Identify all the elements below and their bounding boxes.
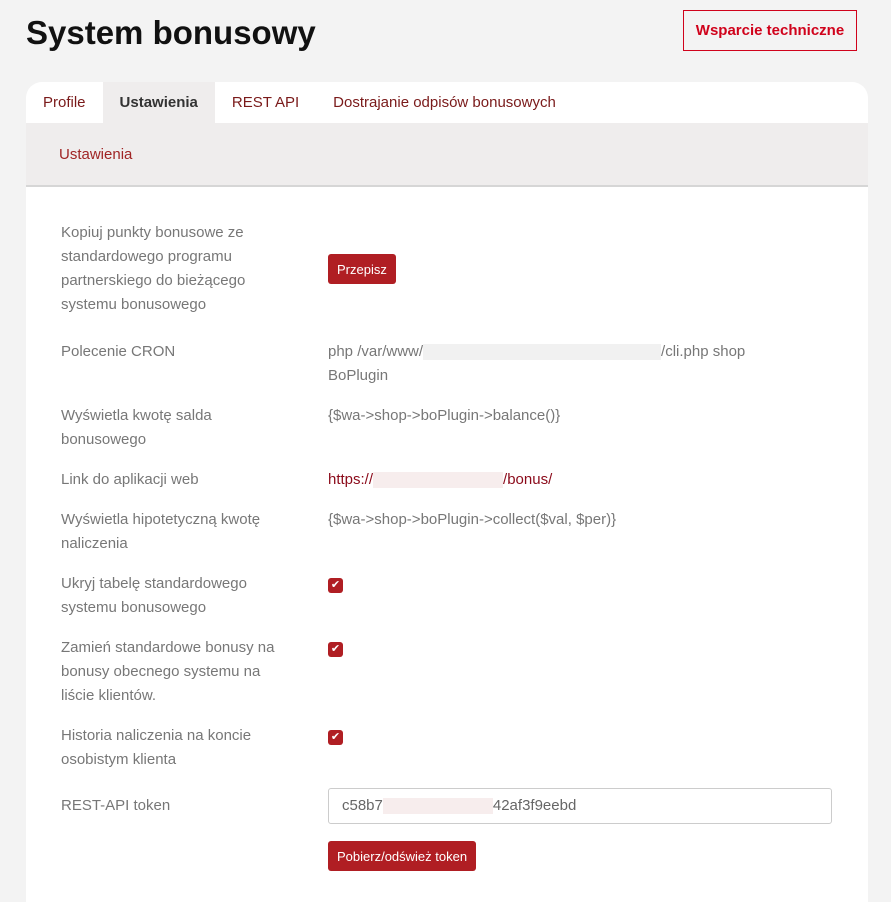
tab-rest-api[interactable]: REST API: [231, 94, 300, 111]
history-checkbox[interactable]: ✔: [328, 730, 343, 745]
history-label: Historia naliczenia na koncie osobistym klienta: [61, 727, 252, 768]
token-input[interactable]: c58b7 42af3f9eebd: [328, 788, 832, 824]
subnav-settings[interactable]: Ustawienia: [59, 145, 133, 163]
tab-settings[interactable]: Ustawienia: [103, 82, 215, 123]
tab-profile[interactable]: Profile: [43, 94, 86, 111]
replace-label: Zamień standardowe bonusy na bonusy obecnego systemu na liście klientów.: [61, 639, 275, 704]
support-button[interactable]: Wsparcie techniczne: [683, 10, 857, 51]
redacted-path: [423, 344, 661, 360]
tab-bar: [26, 82, 868, 123]
tab-tuning[interactable]: Dostrajanie odpisów bonusowych: [333, 94, 556, 111]
hide-table-checkbox[interactable]: ✔: [328, 578, 343, 593]
cron-value: php /var/www/ /cli.php shop BoPlugin: [328, 343, 746, 384]
weblink-label: Link do aplikacji web: [61, 471, 199, 488]
subnav: [26, 123, 868, 187]
replace-checkbox[interactable]: ✔: [328, 642, 343, 657]
copy-label: Kopiuj punkty bonusowe ze standardowego programu partnerskiego do bieżącego systemu bonusowego: [61, 224, 246, 313]
redacted-domain: [373, 472, 503, 488]
redacted-token: [383, 798, 493, 814]
hide-table-label: Ukryj tabelę standardowego systemu bonusowego: [61, 575, 247, 616]
collect-label: Wyświetla hipotetyczną kwotę naliczenia: [61, 511, 261, 552]
balance-label: Wyświetla kwotę salda bonusowego: [61, 407, 212, 448]
balance-value: {$wa->shop->boPlugin->balance()}: [328, 407, 561, 424]
settings-card: [26, 82, 868, 902]
refresh-token-button[interactable]: Pobierz/odśwież token: [328, 841, 476, 871]
collect-value: {$wa->shop->boPlugin->collect($val, $per)}: [328, 511, 617, 528]
page-title: System bonusowy: [26, 14, 316, 51]
rewrite-button[interactable]: Przepisz: [328, 254, 396, 284]
weblink-value[interactable]: https:// /bonus/: [328, 471, 553, 488]
token-label: REST-API token: [61, 797, 171, 814]
cron-label: Polecenie CRON: [61, 343, 176, 360]
